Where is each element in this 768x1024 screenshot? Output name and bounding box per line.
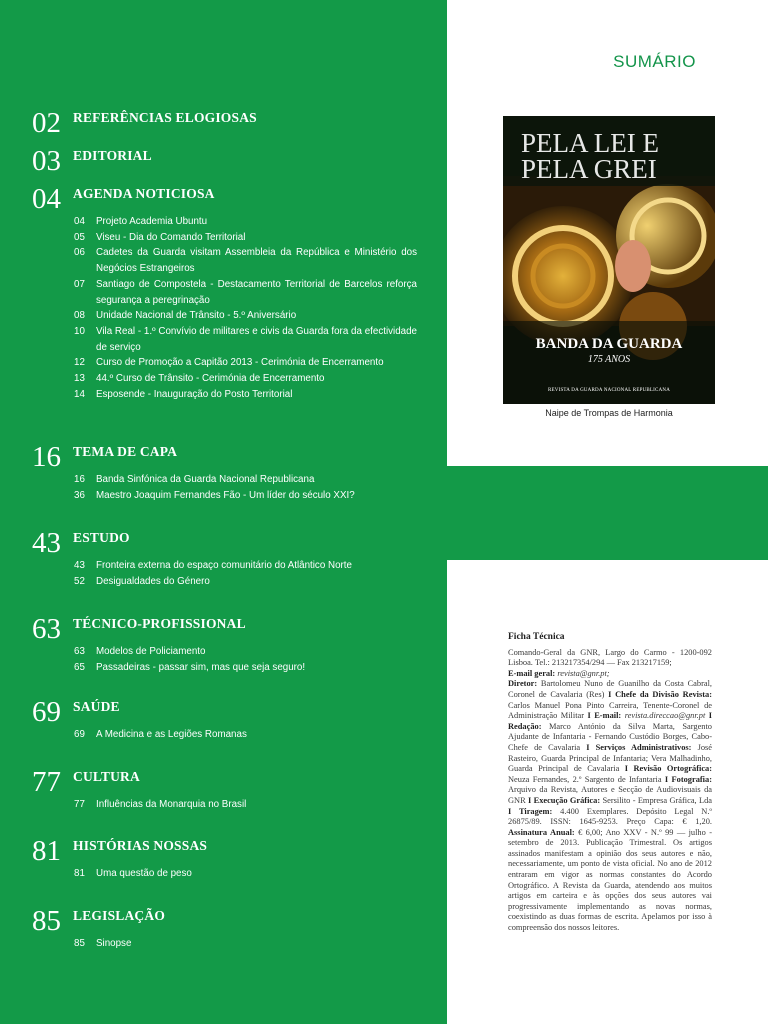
magazine-cover-image <box>503 116 715 404</box>
section-items <box>74 644 417 675</box>
item-page-number: 13 <box>74 373 85 385</box>
toc-item[interactable] <box>74 230 417 246</box>
technical-info-title: Ficha Técnica <box>508 632 565 642</box>
section-page-number: 04 <box>32 183 61 215</box>
section-page-number: 69 <box>32 696 61 728</box>
toc-item[interactable] <box>74 727 417 743</box>
section-page-number: 77 <box>32 766 61 798</box>
item-title: Modelos de Policiamento <box>96 646 206 657</box>
item-title: Esposende - Inauguração do Posto Territorial <box>96 388 293 400</box>
technical-info <box>508 632 712 934</box>
item-title: Desigualdades do Género <box>96 575 210 587</box>
item-page-number: 85 <box>74 938 85 949</box>
section-title[interactable]: ESTUDO <box>73 530 130 545</box>
toc-item[interactable] <box>74 644 417 660</box>
technical-info-body: Comando-Geral da GNR, Largo do Carmo - 1200-092 Lisboa. Tel.: 213217354/294 — Fax 213217159; E-mail geral: revista@gnr.pt; Diretor: Bartolomeu Nuno de Guanilho da Costa Cabral, Coronel de Cavalaria (Res) I Chefe da Divisão Revista: Carlos Manuel Pona Pinto Carreira, Tenente-Coronel de Administração Militar I E-mail: revista.direccao@gnr.pt I Redação: Marco António da Silva Marta, Sargento Ajudante de Infantaria - Fernando Custódio Borges, Cabo-Chefe de Cavalaria I Serviços Administrativos: José Rasteiro, Guarda Principal de Infantaria; Vera Malhadinho, Guarda Principal de Cavalaria I Revisão Ortográfica: Neuza Fernandes, 2.º Sargento de Infantaria I Fotografia: Arquivo da Revista, Autores e Secção de Audiovisuais da GNR I Execução Gráfica: Sersilito - Empresa Gráfica, Lda I Tiragem: 4.400 Exemplares. Depósito Legal N.º 26875/89. ISSN: 1645-9253. Preço Capa: € 1,20. Assinatura Anual: € 6,00; Ano XXV - N.º 99 — julho - setembro de 2013. Publicação Trimestral. Os artigos assinados manifestam a opinião dos seus autores e não, necessariamente, um ponto de vista oficial. No ano de 2012 entraram em vigor as normas constantes do Acordo Ortográfico. A Revista da Guarda, atendendo aos muitos artigos em carteira e às opções dos seus autores vai progressivamente implementando as novas normas, coexistindo as duas formas de escrita. Apelamos por isso à compreensão dos nossos leitores. <box>508 647 713 933</box>
item-title: Santiago de Compostela - Destacamento Territorial de Barcelos reforça segurança a peregrinação <box>96 278 417 306</box>
section-items <box>74 936 417 952</box>
item-page-number: 36 <box>74 489 85 501</box>
section-title[interactable]: HISTÓRIAS NOSSAS <box>73 838 208 853</box>
toc-item[interactable] <box>74 472 417 488</box>
item-page-number: 63 <box>74 646 85 657</box>
toc-item[interactable] <box>74 324 417 355</box>
toc-item[interactable] <box>74 355 417 371</box>
section-title[interactable]: AGENDA NOTICIOSA <box>73 186 215 201</box>
section-title[interactable]: TEMA DE CAPA <box>73 444 178 459</box>
section-page-number: 43 <box>32 527 61 559</box>
toc-item[interactable] <box>74 936 417 952</box>
item-page-number: 43 <box>74 560 85 571</box>
item-title: Vila Real - 1.º Convívio de militares e civis da Guarda fora da efectividade de serviço <box>96 325 417 353</box>
toc-item[interactable] <box>74 308 417 324</box>
toc-item[interactable] <box>74 488 417 504</box>
toc-item[interactable] <box>74 214 417 230</box>
section-page-number: 63 <box>32 613 61 645</box>
section-page-number: 16 <box>32 441 61 473</box>
item-page-number: 12 <box>74 357 85 369</box>
toc-item[interactable] <box>74 387 417 403</box>
item-page-number: 69 <box>74 729 85 740</box>
section-items <box>74 866 417 882</box>
cover-footer: REVISTA DA GUARDA NACIONAL REPUBLICANA <box>547 388 671 393</box>
cover-headline: BANDA DA GUARDA <box>535 336 683 352</box>
item-page-number: 08 <box>74 310 85 322</box>
toc-item[interactable] <box>74 371 417 387</box>
item-title: Maestro Joaquim Fernandes Fão - Um líder do século XXI? <box>96 489 355 501</box>
item-page-number: 10 <box>74 325 85 337</box>
item-title: Viseu - Dia do Comando Territorial <box>96 231 246 243</box>
toc-item[interactable] <box>74 866 417 882</box>
toc-item[interactable] <box>74 797 417 813</box>
item-page-number: 77 <box>74 799 85 810</box>
item-title: Fronteira externa do espaço comunitário do Atlântico Norte <box>96 560 352 571</box>
page-title: SUMÁRIO <box>613 52 696 71</box>
cover-title: PELA LEI E PELA GREI <box>521 128 659 184</box>
green-band <box>447 466 768 560</box>
section-title[interactable]: LEGISLAÇÃO <box>73 908 166 923</box>
toc-item[interactable] <box>74 660 417 676</box>
section-page-number: 81 <box>32 835 61 867</box>
section-items <box>74 727 417 743</box>
item-title: Banda Sinfónica da Guarda Nacional Republicana <box>96 474 315 485</box>
cover-subheadline: 175 ANOS <box>587 354 631 365</box>
item-title: Influências da Monarquia no Brasil <box>96 799 247 810</box>
section-title[interactable]: EDITORIAL <box>73 148 152 163</box>
item-page-number: 05 <box>74 231 85 243</box>
toc-item[interactable] <box>74 558 417 574</box>
item-title: Sinopse <box>96 938 132 949</box>
section-title[interactable]: CULTURA <box>73 769 140 784</box>
section-page-number: 02 <box>32 107 61 139</box>
item-title: Unidade Nacional de Trânsito - 5.º Aniversário <box>96 310 297 322</box>
item-title: Uma questão de peso <box>96 868 192 879</box>
item-title: Projeto Academia Ubuntu <box>96 216 208 227</box>
toc-item[interactable] <box>74 574 417 590</box>
item-page-number: 81 <box>74 868 85 879</box>
item-page-number: 65 <box>74 661 85 673</box>
section-title[interactable]: SAÚDE <box>73 699 120 714</box>
item-title: Cadetes da Guarda visitam Assembleia da República e Ministério dos Negócios Estrangeiros <box>96 247 417 275</box>
section-title[interactable]: TÉCNICO-PROFISSIONAL <box>73 616 246 631</box>
item-title: Passadeiras - passar sim, mas que seja seguro! <box>96 661 306 673</box>
item-title: 44.º Curso de Trânsito - Cerimónia de Encerramento <box>96 373 325 385</box>
section-page-number: 85 <box>32 905 61 937</box>
toc-item[interactable] <box>74 277 417 308</box>
item-page-number: 14 <box>74 388 85 400</box>
toc-item[interactable] <box>74 245 417 276</box>
item-page-number: 04 <box>74 216 85 227</box>
section-items <box>74 214 417 402</box>
item-page-number: 07 <box>74 278 85 290</box>
item-title: A Medicina e as Legiões Romanas <box>96 729 247 740</box>
item-title: Curso de Promoção a Capitão 2013 - Cerimónia de Encerramento <box>96 357 384 369</box>
section-items <box>74 797 417 813</box>
item-page-number: 06 <box>74 247 85 259</box>
item-page-number: 52 <box>74 575 85 587</box>
section-title[interactable]: REFERÊNCIAS ELOGIOSAS <box>73 110 257 125</box>
section-page-number: 03 <box>32 145 61 177</box>
cover-caption: Naipe de Trompas de Harmonia <box>545 408 673 418</box>
section-items <box>74 558 417 589</box>
item-page-number: 16 <box>74 474 85 485</box>
section-items <box>74 472 417 503</box>
